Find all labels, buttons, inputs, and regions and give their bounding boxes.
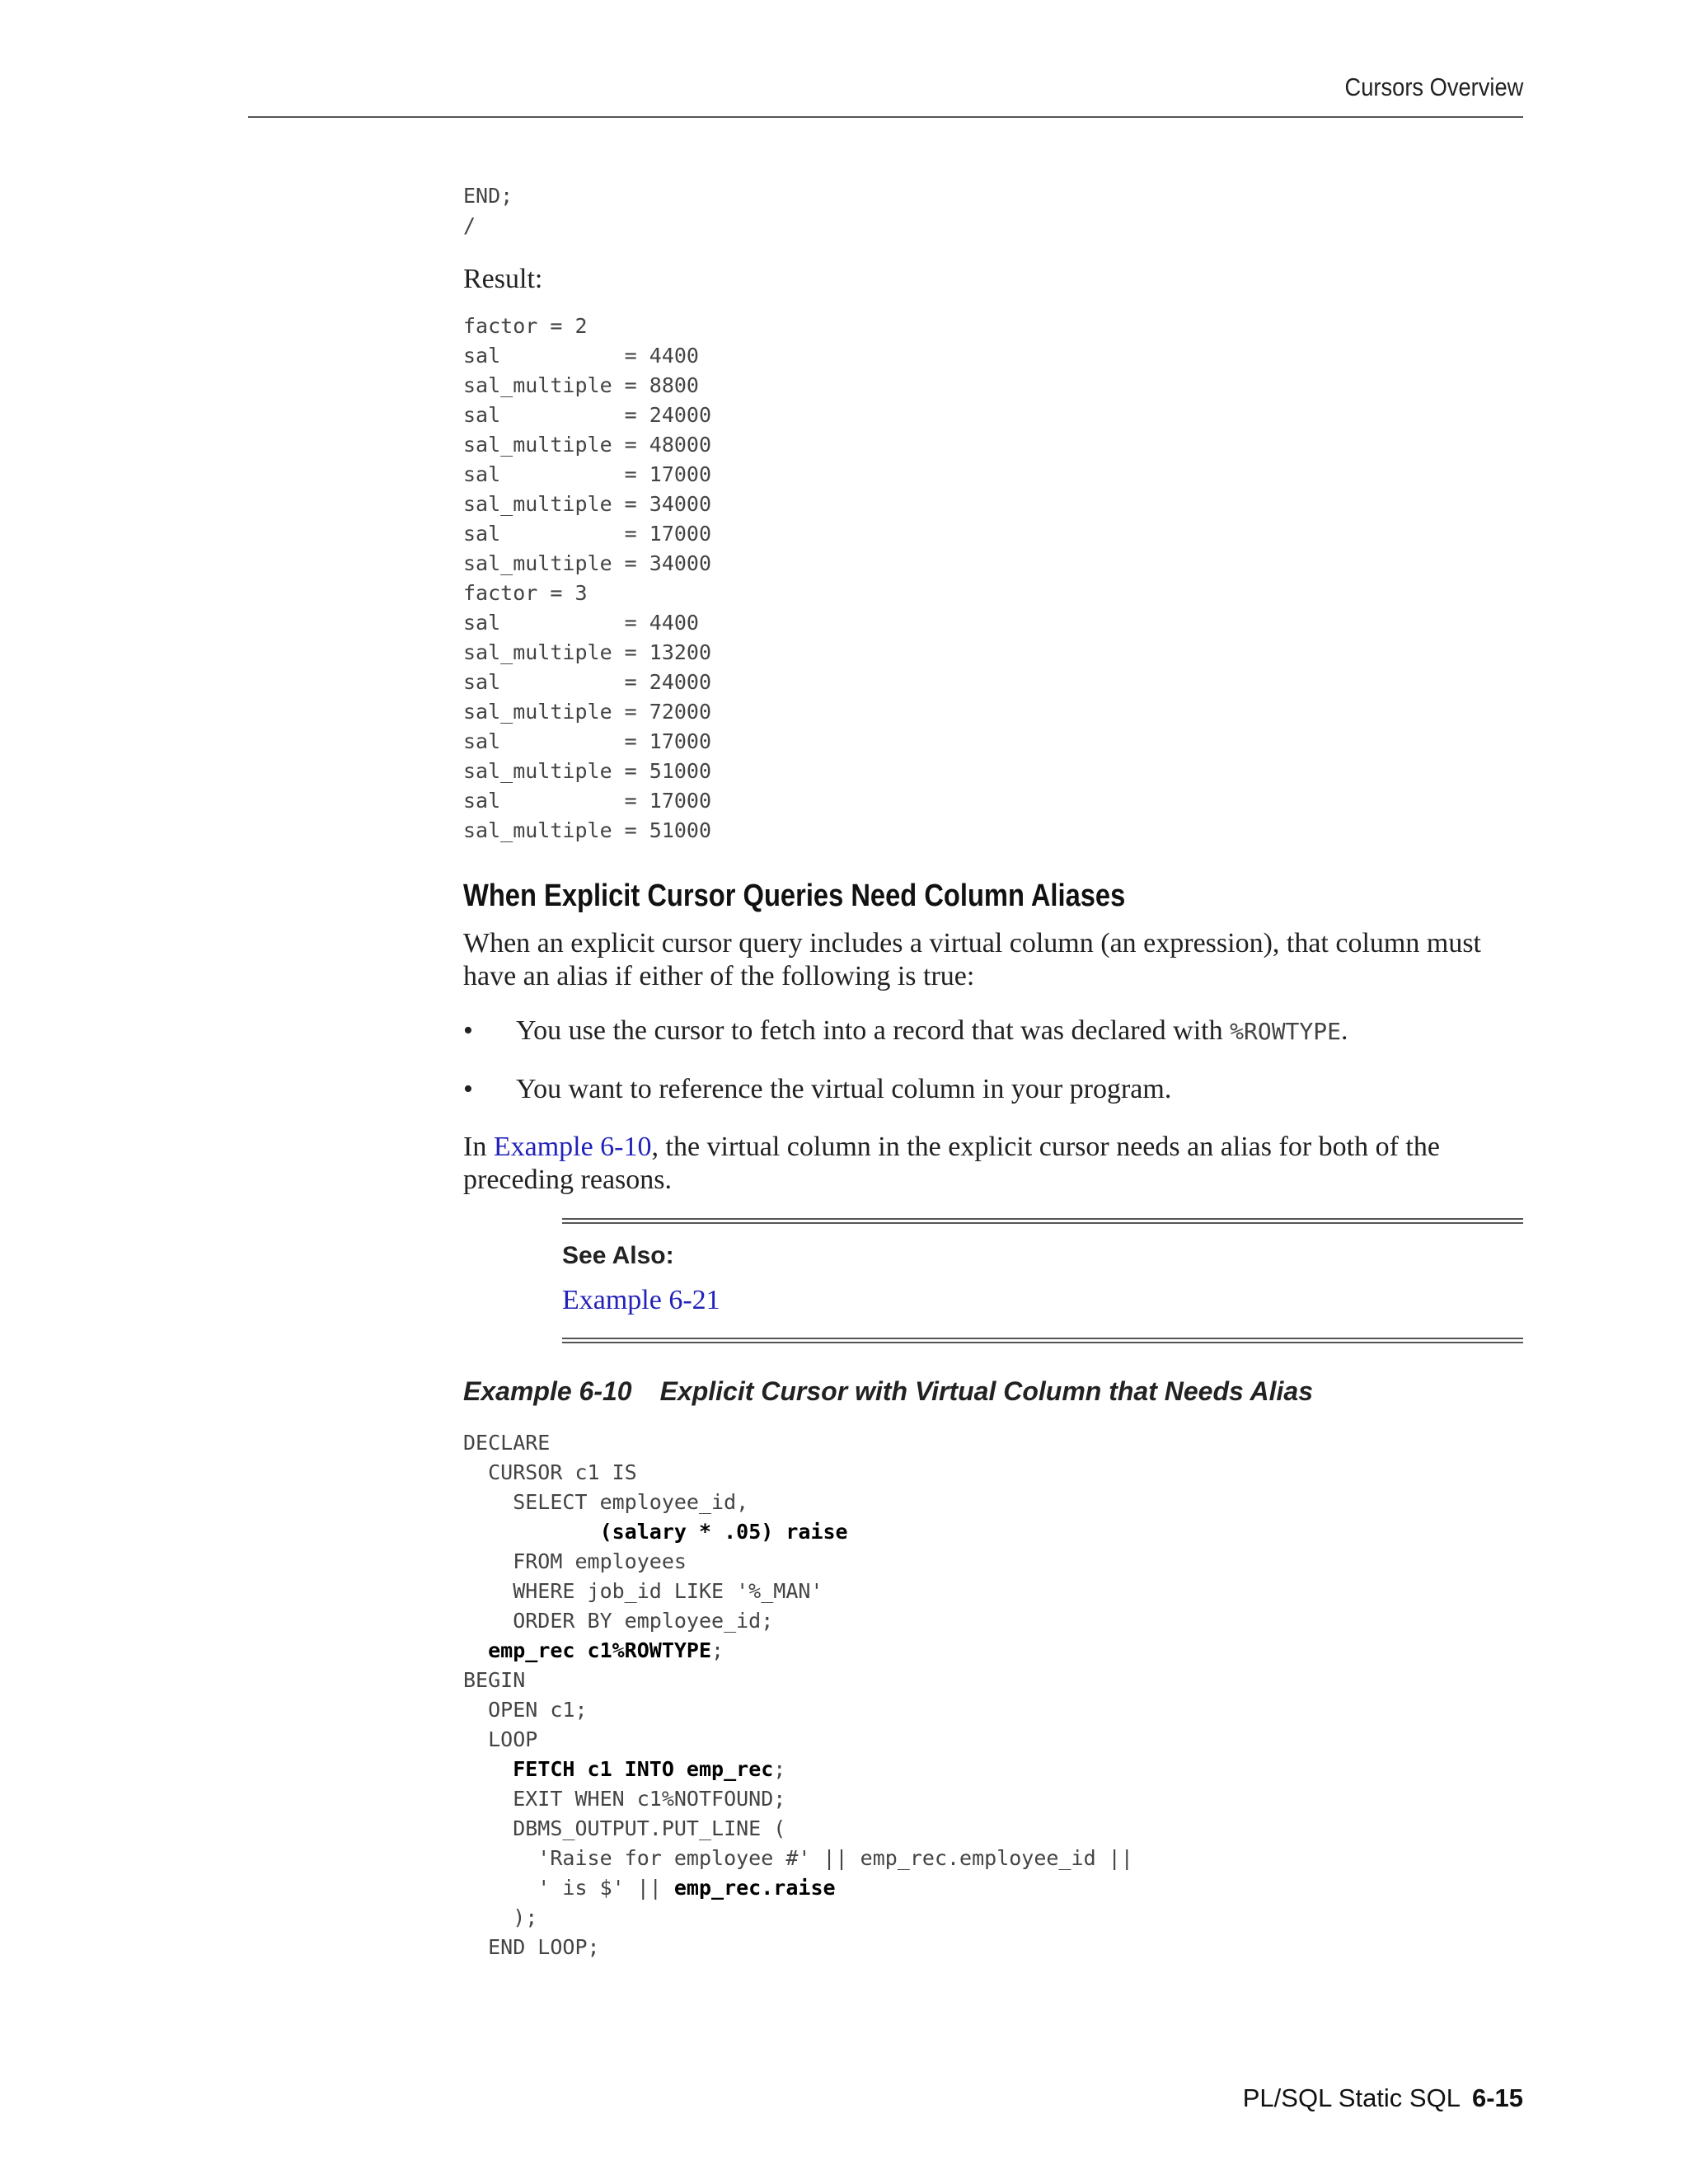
bullet-tail: . [1340, 1015, 1348, 1046]
result-line: sal_multiple = 72000 [463, 700, 712, 724]
see-also-bottom-rule [562, 1338, 1523, 1343]
example-6-21-link[interactable]: Example 6-21 [562, 1285, 720, 1315]
result-line: sal = 4400 [463, 611, 699, 635]
code-segment: ' is $' || [463, 1876, 674, 1900]
code-segment: EXIT WHEN c1%NOTFOUND; [463, 1787, 786, 1811]
result-line: sal_multiple = 48000 [463, 433, 712, 457]
code-segment: ; [773, 1757, 786, 1781]
code-highlight: emp_rec c1%ROWTYPE [488, 1638, 712, 1662]
code-line: END; [463, 184, 513, 208]
code-segment: FROM employees [463, 1549, 687, 1573]
bullet-text: You want to reference the virtual column in your program. [516, 1074, 1172, 1104]
code-segment: LOOP [463, 1727, 538, 1751]
result-label: Result: [463, 264, 543, 294]
reference-paragraph [463, 1131, 1523, 1197]
code-segment: DBMS_OUTPUT.PUT_LINE ( [463, 1816, 786, 1840]
example-code-line [463, 1725, 1523, 1755]
result-line: sal = 24000 [463, 670, 712, 694]
code-segment: ); [463, 1905, 538, 1929]
bullet-marker: • [463, 1074, 473, 1104]
example-6-10-link[interactable]: Example 6-10 [493, 1132, 652, 1162]
see-also-box [562, 1218, 1523, 1343]
example-code-line [463, 1606, 1523, 1636]
example-code-line [463, 1428, 1523, 1458]
code-highlight: FETCH c1 INTO emp_rec [513, 1757, 774, 1781]
example-code-block [463, 1428, 1523, 1962]
header-rule [248, 116, 1523, 118]
result-line: sal_multiple = 51000 [463, 759, 712, 783]
bullet-text: You use the cursor to fetch into a record that was declared with [516, 1015, 1231, 1046]
result-line: sal = 17000 [463, 462, 712, 486]
example-code-line [463, 1814, 1523, 1844]
bullet-item [463, 1015, 1523, 1048]
code-segment [463, 1520, 600, 1544]
result-line: sal_multiple = 13200 [463, 640, 712, 664]
example-code-line [463, 1844, 1523, 1873]
result-line: sal_multiple = 34000 [463, 551, 712, 575]
example-code-line [463, 1458, 1523, 1488]
result-line: sal = 17000 [463, 789, 712, 813]
code-segment [463, 1638, 488, 1662]
example-code-line [463, 1517, 1523, 1547]
section-heading: When Explicit Cursor Queries Need Column Aliases [463, 879, 1126, 913]
result-output [463, 312, 1523, 846]
example-code-line [463, 1488, 1523, 1517]
bullet-item [463, 1073, 1523, 1106]
result-line: factor = 2 [463, 314, 588, 338]
inline-code: %ROWTYPE [1230, 1018, 1341, 1045]
code-segment: BEGIN [463, 1668, 526, 1692]
code-segment: WHERE job_id LIKE '%_MAN' [463, 1579, 823, 1603]
see-also-title: See Also: [562, 1242, 674, 1269]
example-code-line [463, 1933, 1523, 1962]
code-segment: CURSOR c1 IS [463, 1460, 637, 1484]
page-content [463, 181, 1523, 1962]
example-caption [463, 1376, 1523, 1407]
example-code-line [463, 1666, 1523, 1695]
code-segment: SELECT employee_id, [463, 1490, 749, 1514]
code-line: / [463, 213, 476, 237]
result-line: sal = 17000 [463, 522, 712, 546]
example-title: Explicit Cursor with Virtual Column that Needs Alias [659, 1376, 1313, 1406]
bullet-marker: • [463, 1015, 473, 1046]
page-number: 6-15 [1471, 2083, 1523, 2112]
example-code-line [463, 1695, 1523, 1725]
result-line: sal = 24000 [463, 403, 712, 427]
para-suffix: , the virtual column in the explicit cursor needs an alias for both of the preceding reasons. [463, 1132, 1440, 1195]
result-line: sal = 4400 [463, 344, 699, 368]
example-code-line [463, 1547, 1523, 1577]
section-intro: When an explicit cursor query includes a virtual column (an expression), that column must have an alias if either of the following is true: [463, 928, 1481, 991]
code-segment: END LOOP; [463, 1935, 600, 1959]
result-line: factor = 3 [463, 581, 588, 605]
code-block-end [463, 181, 1523, 241]
code-segment: 'Raise for employee #' || emp_rec.employee_id || [463, 1846, 1133, 1870]
page-footer [1243, 2083, 1523, 2113]
see-also-top-rule [562, 1218, 1523, 1224]
example-code-line [463, 1784, 1523, 1814]
code-segment: ; [711, 1638, 724, 1662]
example-code-line [463, 1873, 1523, 1903]
para-prefix: In [463, 1132, 494, 1162]
bullet-list [463, 1015, 1523, 1106]
code-highlight: (salary * .05) raise [599, 1520, 848, 1544]
code-segment: OPEN c1; [463, 1698, 588, 1722]
example-code-line [463, 1903, 1523, 1933]
example-code-line [463, 1755, 1523, 1784]
code-highlight: emp_rec.raise [673, 1876, 836, 1900]
result-line: sal_multiple = 34000 [463, 492, 712, 516]
running-header: Cursors Overview [1344, 73, 1523, 101]
example-code-line [463, 1636, 1523, 1666]
code-segment: DECLARE [463, 1431, 551, 1455]
example-number: Example 6-10 [463, 1376, 632, 1406]
code-segment: ORDER BY employee_id; [463, 1609, 774, 1633]
footer-book-title: PL/SQL Static SQL [1242, 2083, 1461, 2112]
result-line: sal = 17000 [463, 729, 712, 753]
result-line: sal_multiple = 8800 [463, 373, 699, 397]
example-code-line [463, 1577, 1523, 1606]
result-line: sal_multiple = 51000 [463, 818, 712, 842]
code-segment [463, 1757, 513, 1781]
